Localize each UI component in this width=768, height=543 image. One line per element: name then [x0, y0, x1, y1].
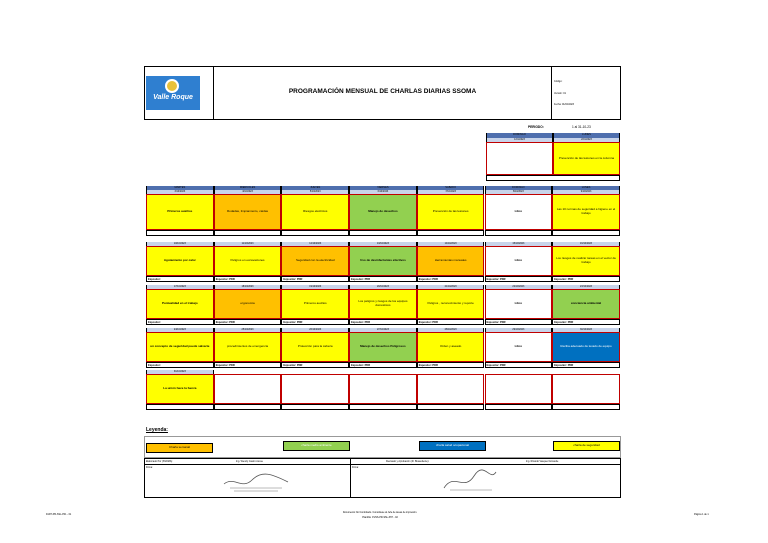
legend-title: Leyenda: [146, 427, 168, 433]
expositor-label: Expositor: [148, 278, 161, 281]
expositor-cell [417, 230, 485, 236]
topic-cell: Libre [485, 332, 553, 362]
expositor-cell [281, 230, 349, 236]
logo-globe-icon [165, 79, 179, 93]
topic-cell: Rodadas, limpiamiento, caídas [214, 194, 282, 230]
topic-cell: Herramientas manuales [417, 246, 485, 276]
expositor-cell [349, 319, 417, 325]
topic-cell: Libre [485, 289, 553, 319]
day-header-miercoles: MIERCOLES [214, 186, 282, 190]
expositor-cell [552, 362, 620, 368]
topic-cell: Puntualidad en el trabajo [146, 289, 214, 319]
expositor-label: Expositor: PDR [486, 364, 506, 367]
date-header: 24/10/2023 [146, 328, 214, 332]
expositor-label: Expositor: PDR [554, 321, 574, 324]
date-header: 13/10/2023 [349, 242, 417, 246]
date-header: 10/10/2023 [146, 242, 214, 246]
topic-cell: Protección para la cabeza [281, 332, 349, 362]
date-header: 26/10/2023 [281, 328, 349, 332]
expositor-label: Expositor: PDR [554, 364, 574, 367]
first-domingo-date: 1/01/2023 [486, 138, 553, 142]
expositor-label: Expositor: PDR [351, 321, 371, 324]
day-header-sabado: SABADO [417, 186, 485, 190]
expositor-label: Expositor: [148, 321, 161, 324]
expositor-label: Expositor: [148, 364, 161, 367]
date-header: 14/10/2023 [417, 242, 485, 246]
footer-center-1: Documento No Controlado. Consúltese al Jefe de áreas de impresión. [342, 511, 418, 514]
topic-cell: Libre [485, 246, 553, 276]
topic-cell [349, 374, 417, 404]
topic-cell: conciencia ambiental [552, 289, 620, 319]
date-header: 20/10/2023 [349, 285, 417, 289]
topic-cell: ergonomía [214, 289, 282, 319]
approved-name: Ing. Ricardo Vasquez Ernande [526, 460, 559, 463]
topic-cell: Prevención de las lesiones [417, 194, 485, 230]
topic-cell [552, 374, 620, 404]
first-domingo-topic [486, 142, 553, 175]
expositor-cell [281, 404, 349, 410]
expositor-label: Expositor: PDR [351, 278, 371, 281]
expositor-cell [417, 362, 485, 368]
date-header: 16/10/2023 [552, 242, 620, 246]
topic-cell [417, 374, 485, 404]
topic-cell: Primeros auxilios [146, 194, 214, 230]
expositor-cell [146, 319, 214, 325]
period-value: 1 al 31-10-23 [572, 125, 591, 129]
topic-cell [214, 374, 282, 404]
topic-cell: Seguridad con la electricidad [281, 246, 349, 276]
signature-header-line [144, 464, 621, 465]
date-header: 6/10/2023 [349, 190, 417, 194]
topic-cell: Manejo de desechos [349, 194, 417, 230]
version-label: Versión: 01 [554, 92, 566, 95]
day-header-martes: MARTES [146, 186, 214, 190]
expositor-label: Expositor: PDR [554, 278, 574, 281]
topic-cell: Reciba adecuado de levado de equipo [552, 332, 620, 362]
topic-cell: La unión hace la fuerza [146, 374, 214, 404]
page-title: PROGRAMACIÓN MENSUAL DE CHARLAS DIARIAS SSOMA [288, 88, 477, 95]
expositor-cell [146, 276, 214, 282]
signature-left [222, 470, 292, 494]
expositor-cell [146, 362, 214, 368]
date-header: 22/10/2023 [485, 285, 553, 289]
expositor-cell [214, 362, 282, 368]
expositor-cell [485, 362, 553, 368]
date-header: 25/10/2023 [214, 328, 282, 332]
code-label: Código: [554, 80, 563, 83]
expositor-cell [214, 230, 282, 236]
first-domingo-header: DOMINGO [486, 133, 553, 138]
expositor-cell [349, 276, 417, 282]
date-header: 7/10/2023 [417, 190, 485, 194]
expositor-cell [281, 276, 349, 282]
date-header: 23/10/2023 [552, 285, 620, 289]
legend-environment: charla medio ambiente [283, 441, 350, 451]
expositor-cell [552, 276, 620, 282]
expositor-cell [417, 404, 485, 410]
topic-cell: Las 10 normas de seguridad a higiene en el trabajo [552, 194, 620, 230]
topic-cell: procedimientos de emergencia [214, 332, 282, 362]
footer-center-2: Plantilla: CVNS-PR-SSL-P07 - 02 [362, 516, 398, 519]
expositor-cell [417, 319, 485, 325]
elaborated-label: Elaborado Por (SSOMA): [146, 460, 173, 463]
date-header: 15/10/2023 [485, 242, 553, 246]
expositor-label: Expositor: PDR [283, 364, 303, 367]
legend-weekly: Charla semanal [146, 443, 213, 453]
expositor-label: Expositor: PDR [486, 278, 506, 281]
legend-safety: charla de seguridad [553, 441, 620, 451]
date-header: 27/10/2023 [349, 328, 417, 332]
expositor-label: Expositor: PDR [418, 321, 438, 324]
footer-left: D-RH-PR-SSL-P01 - 01 [46, 513, 72, 516]
first-lunes-header: LUNES [553, 133, 620, 138]
date-header: 29/10/2023 [485, 328, 553, 332]
expositor-label: Expositor: PDR [215, 321, 235, 324]
firma-left-label: Firma: [146, 466, 153, 469]
expositor-cell [281, 319, 349, 325]
expositor-cell [349, 404, 417, 410]
topic-cell: Peligros en excavaciones [214, 246, 282, 276]
topic-cell: Peligros , reconocimiento y reporte [417, 289, 485, 319]
expositor-label: Expositor: PDR [215, 278, 235, 281]
expositor-cell [281, 362, 349, 368]
footer-right: Página 1 de 1 [694, 513, 709, 516]
expositor-cell [146, 230, 214, 236]
expositor-cell [485, 276, 553, 282]
expositor-cell [349, 230, 417, 236]
date-header: 5/10/2023 [281, 190, 349, 194]
topic-cell: Orden y aseado [417, 332, 485, 362]
expositor-cell [552, 404, 620, 410]
expositor-label: Expositor: PDR [283, 278, 303, 281]
expositor-label: Expositor: PDR [283, 321, 303, 324]
firma-right-label: Firma: [352, 466, 359, 469]
expositor-cell [214, 319, 282, 325]
expositor-cell [146, 404, 214, 410]
topic-cell: Los riesgos de realizar tareas en el vector de trabajo [552, 246, 620, 276]
expositor-label: Expositor: PDR [418, 364, 438, 367]
topic-cell [281, 374, 349, 404]
date-header: 12/10/2023 [281, 242, 349, 246]
date-header: 3/10/2023 [146, 190, 214, 194]
expositor-cell [552, 230, 620, 236]
date-header: 21/10/2023 [417, 285, 485, 289]
topic-cell: Agotamiento por calor [146, 246, 214, 276]
legend-occupational-health: charla salud ocupacional [419, 441, 486, 451]
expositor-label: Expositor: PDR [215, 364, 235, 367]
expositor-label: Expositor: PDR [418, 278, 438, 281]
date-header: 8/10/2023 [485, 190, 553, 194]
logo-text: Valle Roque [153, 94, 193, 101]
topic-cell: Los peligros y riesgos de los equipos domésticos [349, 289, 417, 319]
day-header-lunes: LUNES [552, 186, 620, 190]
approved-label: Revisado y Aprobación (R. Bioaudiente): [386, 460, 430, 463]
expositor-cell [214, 404, 282, 410]
first-lunes-topic: Prevención de las lesiones en la columna [553, 142, 620, 175]
day-header-jueves: JUEVES [281, 186, 349, 190]
elaborated-name: Ing. Wendy Castro Ascue [236, 460, 263, 463]
expositor-cell [485, 404, 553, 410]
topic-cell: Manejo de desechos Peligrosos [349, 332, 417, 362]
date-header: 31/10/2023 [146, 370, 214, 374]
day-header-domingo: DOMINGO [485, 186, 553, 190]
date-header: 9/10/2023 [552, 190, 620, 194]
expositor-cell [417, 276, 485, 282]
date-header: 28/10/2023 [417, 328, 485, 332]
date-header: 30/10/2023 [552, 328, 620, 332]
first-exp-row [486, 175, 620, 181]
expositor-cell [349, 362, 417, 368]
expositor-cell [485, 230, 553, 236]
date-header: 19/10/2023 [281, 285, 349, 289]
company-logo [146, 76, 200, 110]
topic-cell: Primeros auxilios [281, 289, 349, 319]
topic-cell: Uso de desinfectantes efectivos [349, 246, 417, 276]
topic-cell: Libre [485, 194, 553, 230]
header-divider-2 [551, 66, 552, 120]
topic-cell [485, 374, 553, 404]
signature-right [440, 468, 500, 496]
expositor-label: Expositor: PDR [486, 321, 506, 324]
expositor-cell [214, 276, 282, 282]
date-label: Fecha: 01/02/2023 [554, 103, 574, 106]
period-label: PERIODO: [528, 125, 544, 129]
date-header: 11/10/2023 [214, 242, 282, 246]
date-header: 17/10/2023 [146, 285, 214, 289]
topic-cell: Riesgos eléctricos [281, 194, 349, 230]
first-lunes-date: 2/01/2023 [553, 138, 620, 142]
legend-box [144, 436, 621, 458]
expositor-label: Expositor: PDR [351, 364, 371, 367]
topic-cell: un concepto de seguridad puede salvarte [146, 332, 214, 362]
expositor-cell [552, 319, 620, 325]
expositor-cell [485, 319, 553, 325]
date-header: 4/10/2023 [214, 190, 282, 194]
date-header: 18/10/2023 [214, 285, 282, 289]
day-header-viernes: VIERNES [349, 186, 417, 190]
